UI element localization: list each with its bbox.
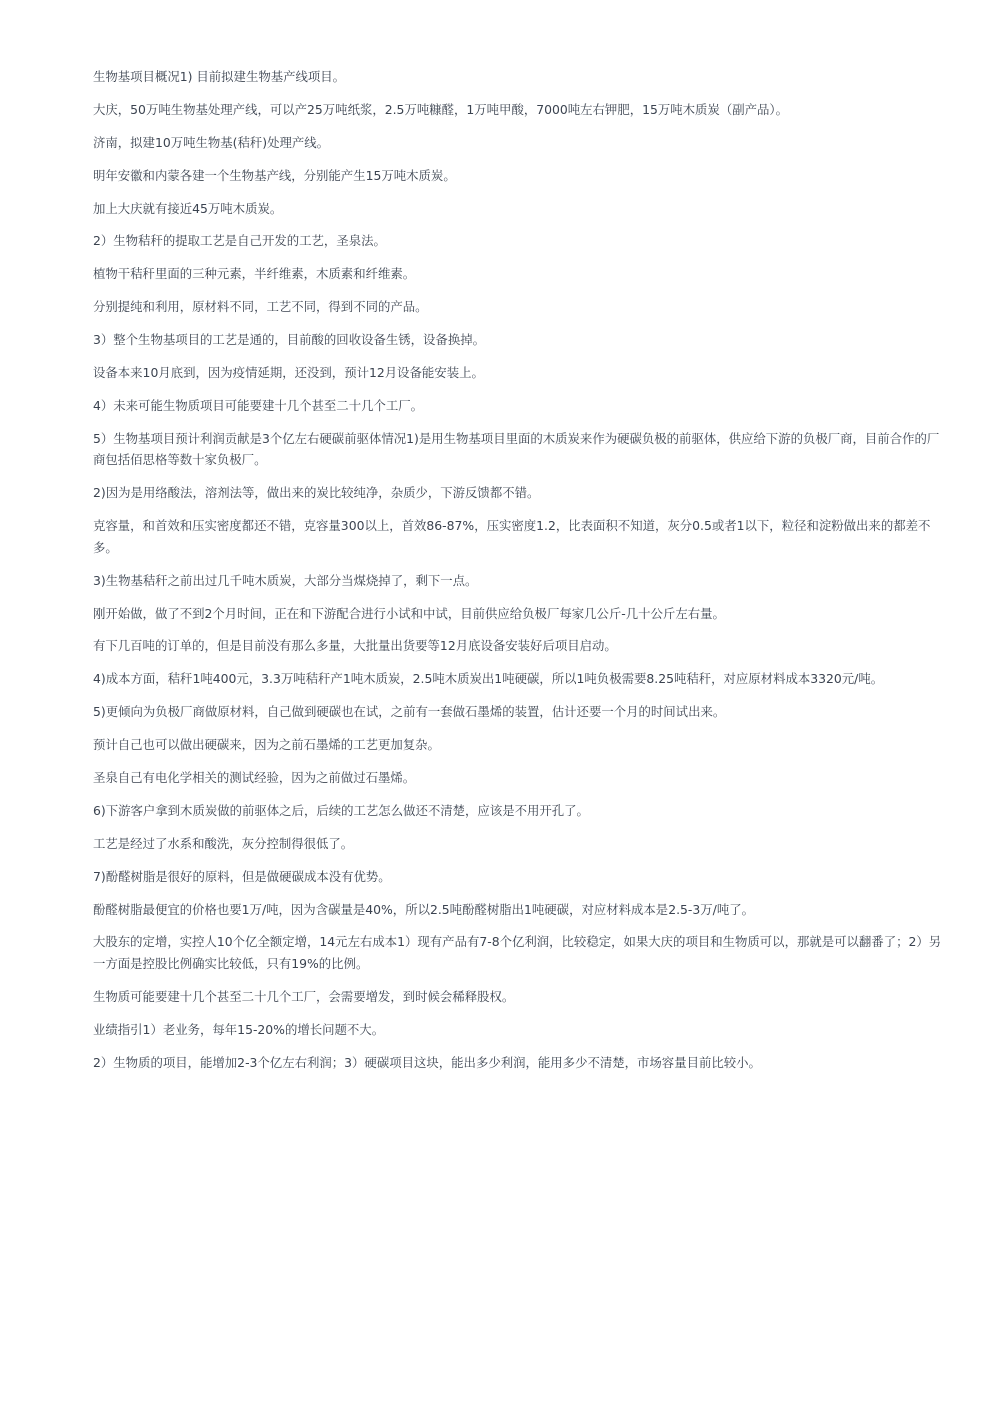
paragraph: 7)酚醛树脂是很好的原料，但是做硬碳成本没有优势。 bbox=[93, 868, 391, 884]
paragraph: 设备本来10月底到，因为疫情延期，还没到，预计12月设备能安装上。 bbox=[93, 365, 484, 381]
paragraph: 3)生物基秸秆之前出过几千吨木质炭，大部分当煤烧掉了，剩下一点。 bbox=[93, 572, 478, 588]
document-body bbox=[93, 66, 945, 1085]
paragraph: 4）未来可能生物质项目可能要建十几个甚至二十几个工厂。 bbox=[93, 397, 424, 413]
paragraph: 2）生物质的项目，能增加2-3个亿左右利润；3）硬碳项目这块，能出多少利润，能用多少不清楚，市场容量目前比较小。 bbox=[93, 1054, 761, 1070]
paragraph: 加上大庆就有接近45万吨木质炭。 bbox=[93, 200, 283, 216]
paragraph: 工艺是经过了水系和酸洗，灰分控制得很低了。 bbox=[93, 835, 354, 851]
paragraph: 生物质可能要建十几个甚至二十几个工厂，会需要增发，到时候会稀释股权。 bbox=[93, 988, 515, 1004]
paragraph: 5）生物基项目预计利润贡献是3个亿左右硬碳前驱体情况1)是用生物基项目里面的木质炭来作为硬碳负极的前驱体，供应给下游的负极厂商，目前合作的厂商包括佰思格等数十家负极厂。 bbox=[93, 430, 940, 468]
paragraph: 3）整个生物基项目的工艺是通的，目前酸的回收设备生锈，设备换掉。 bbox=[93, 332, 485, 348]
paragraph: 4)成本方面，秸秆1吨400元，3.3万吨秸秆产1吨木质炭，2.5吨木质炭出1吨硬碳，所以1吨负极需要8.25吨秸秆，对应原材料成本3320元/吨。 bbox=[93, 671, 884, 687]
paragraph: 6)下游客户拿到木质炭做的前驱体之后，后续的工艺怎么做还不清楚，应该是不用开孔了。 bbox=[93, 802, 589, 818]
paragraph: 酚醛树脂最便宜的价格也要1万/吨，因为含碳量是40%，所以2.5吨酚醛树脂出1吨硬碳，对应材料成本是2.5-3万/吨了。 bbox=[93, 901, 754, 917]
paragraph: 业绩指引1）老业务，每年15-20%的增长问题不大。 bbox=[93, 1021, 385, 1037]
paragraph: 生物基项目概况1) 目前拟建生物基产线项目。 bbox=[93, 69, 346, 84]
paragraph: 2）生物秸秆的提取工艺是自己开发的工艺，圣泉法。 bbox=[93, 233, 386, 249]
paragraph: 分别提纯和利用，原材料不同，工艺不同，得到不同的产品。 bbox=[93, 299, 428, 315]
paragraph: 预计自己也可以做出硬碳来，因为之前石墨烯的工艺更加复杂。 bbox=[93, 737, 440, 753]
paragraph: 大庆，50万吨生物基处理产线，可以产25万吨纸浆，2.5万吨糠醛，1万吨甲酸，7000吨左右钾肥，15万吨木质炭（副产品）。 bbox=[93, 101, 788, 117]
paragraph: 大股东的定增，实控人10个亿全额定增，14元左右成本1）现有产品有7-8个亿利润，比较稳定，如果大庆的项目和生物质可以，那就是可以翻番了；2）另一方面是控股比例确实比较低，只有19%的比例。 bbox=[93, 934, 942, 972]
paragraph: 2)因为是用络酸法，溶剂法等，做出来的炭比较纯净，杂质少，下游反馈都不错。 bbox=[93, 485, 540, 501]
paragraph: 明年安徽和内蒙各建一个生物基产线，分别能产生15万吨木质炭。 bbox=[93, 167, 456, 183]
paragraph: 刚开始做，做了不到2个月时间，正在和下游配合进行小试和中试，目前供应给负极厂每家几公斤-几十公斤左右量。 bbox=[93, 605, 725, 621]
paragraph: 济南，拟建10万吨生物基(秸秆)处理产线。 bbox=[93, 134, 330, 150]
paragraph: 植物干秸秆里面的三种元素，半纤维素，木质素和纤维素。 bbox=[93, 266, 416, 282]
paragraph: 5)更倾向为负极厂商做原材料，自己做到硬碳也在试，之前有一套做石墨烯的装置，估计还要一个月的时间试出来。 bbox=[93, 704, 726, 720]
paragraph: 圣泉自己有电化学相关的测试经验，因为之前做过石墨烯。 bbox=[93, 770, 416, 785]
paragraph: 有下几百吨的订单的，但是目前没有那么多量，大批量出货要等12月底设备安装好后项目启动。 bbox=[93, 638, 617, 654]
paragraph: 克容量，和首效和压实密度都还不错，克容量300以上，首效86-87%，压实密度1.2，比表面积不知道，灰分0.5或者1以下，粒径和淀粉做出来的都差不多。 bbox=[93, 518, 931, 555]
